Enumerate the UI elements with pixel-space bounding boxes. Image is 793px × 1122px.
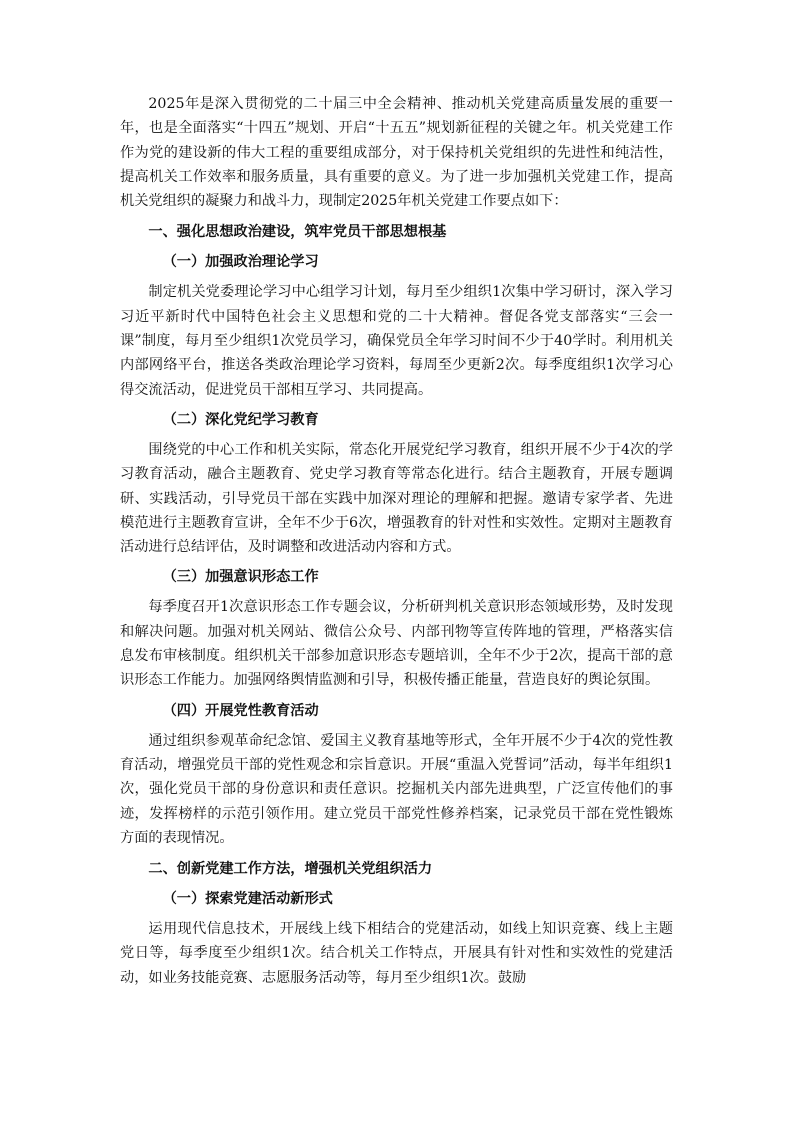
section-1-sub-4-heading: （四）开展党性教育活动 bbox=[162, 702, 319, 719]
section-1-sub-3-heading: （三）加强意识形态工作 bbox=[162, 569, 319, 586]
section-1-sub-4-body: 通过组织参观革命纪念馆、爱国主义教育基地等形式，全年开展不少于4次的党性教育活动，增强党员干部的党性观念和宗旨意识。开展“重温入党誓词”活动，每半年组织1次，强化党员干部的身份意识和责任意识。挖掘机关内部先进典型，广泛宣传他们的事迹，发挥榜样的示范引领作用。建立党员干部党性修养档案，记录党员干部在党性锻炼方面的表现情况。 bbox=[120, 732, 673, 846]
intro-paragraph: 2025年是深入贯彻党的二十届三中全会精神、推动机关党建高质量发展的重要一年，也是全面落实“十四五”规划、开启“十五五”规划新征程的关键之年。机关党建工作作为党的建设新的伟大工程的重要组成部分，对于保持机关党组织的先进性和纯洁性，提高机关工作效率和服务质量，具有重要的意义。为了进一步加强机关党建工作，提高机关党组织的凝聚力和战斗力，现制定2025年机关党建工作要点如下： bbox=[120, 96, 673, 210]
section-1-sub-1-heading: （一）加强政治理论学习 bbox=[162, 254, 319, 271]
section-2-heading: 二、创新党建工作方法，增强机关党组织活力 bbox=[148, 861, 433, 878]
section-2-sub-1-body: 运用现代信息技术，开展线上线下相结合的党建活动，如线上知识竞赛、线上主题党日等，每季度至少组织1次。结合机关工作特点，开展具有针对性和实效性的党建活动，如业务技能竞赛、志愿服务活动等，每月至少组织1次。鼓励 bbox=[120, 921, 673, 986]
document-page bbox=[120, 92, 673, 990]
section-1-sub-2-heading: （二）深化党纪学习教育 bbox=[162, 411, 319, 428]
section-1-sub-1-body: 制定机关党委理论学习中心组学习计划，每月至少组织1次集中学习研讨，深入学习习近平新时代中国特色社会主义思想和党的二十大精神。督促各党支部落实“三会一课”制度，每月至少组织1次党员学习，确保党员全年学习时间不少于40学时。利用机关内部网络平台，推送各类政治理论学习资料，每周至少更新2次。每季度组织1次学习心得交流活动，促进党员干部相互学习、共同提高。 bbox=[120, 284, 673, 398]
section-1-heading: 一、强化思想政治建设，筑牢党员干部思想根基 bbox=[148, 224, 447, 241]
section-2-sub-1-heading: （一）探索党建活动新形式 bbox=[162, 891, 333, 908]
section-1-sub-2-body: 围绕党的中心工作和机关实际，常态化开展党纪学习教育，组织开展不少于4次的学习教育活动，融合主题教育、党史学习教育等常态化进行。结合主题教育，开展专题调研、实践活动，引导党员干部在实践中加深对理论的理解和把握。邀请专家学者、先进模范进行主题教育宣讲，全年不少于6次，增强教育的针对性和实效性。定期对主题教育活动进行总结评估，及时调整和改进活动内容和方式。 bbox=[120, 441, 673, 556]
section-1-sub-3-body: 每季度召开1次意识形态工作专题会议，分析研判机关意识形态领域形势，及时发现和解决问题。加强对机关网站、微信公众号、内部刊物等宣传阵地的管理，严格落实信息发布审核制度。组织机关干部参加意识形态专题培训，全年不少于2次，提高干部的意识形态工作能力。加强网络舆情监测和引导，积极传播正能量，营造良好的舆论氛围。 bbox=[120, 599, 673, 689]
